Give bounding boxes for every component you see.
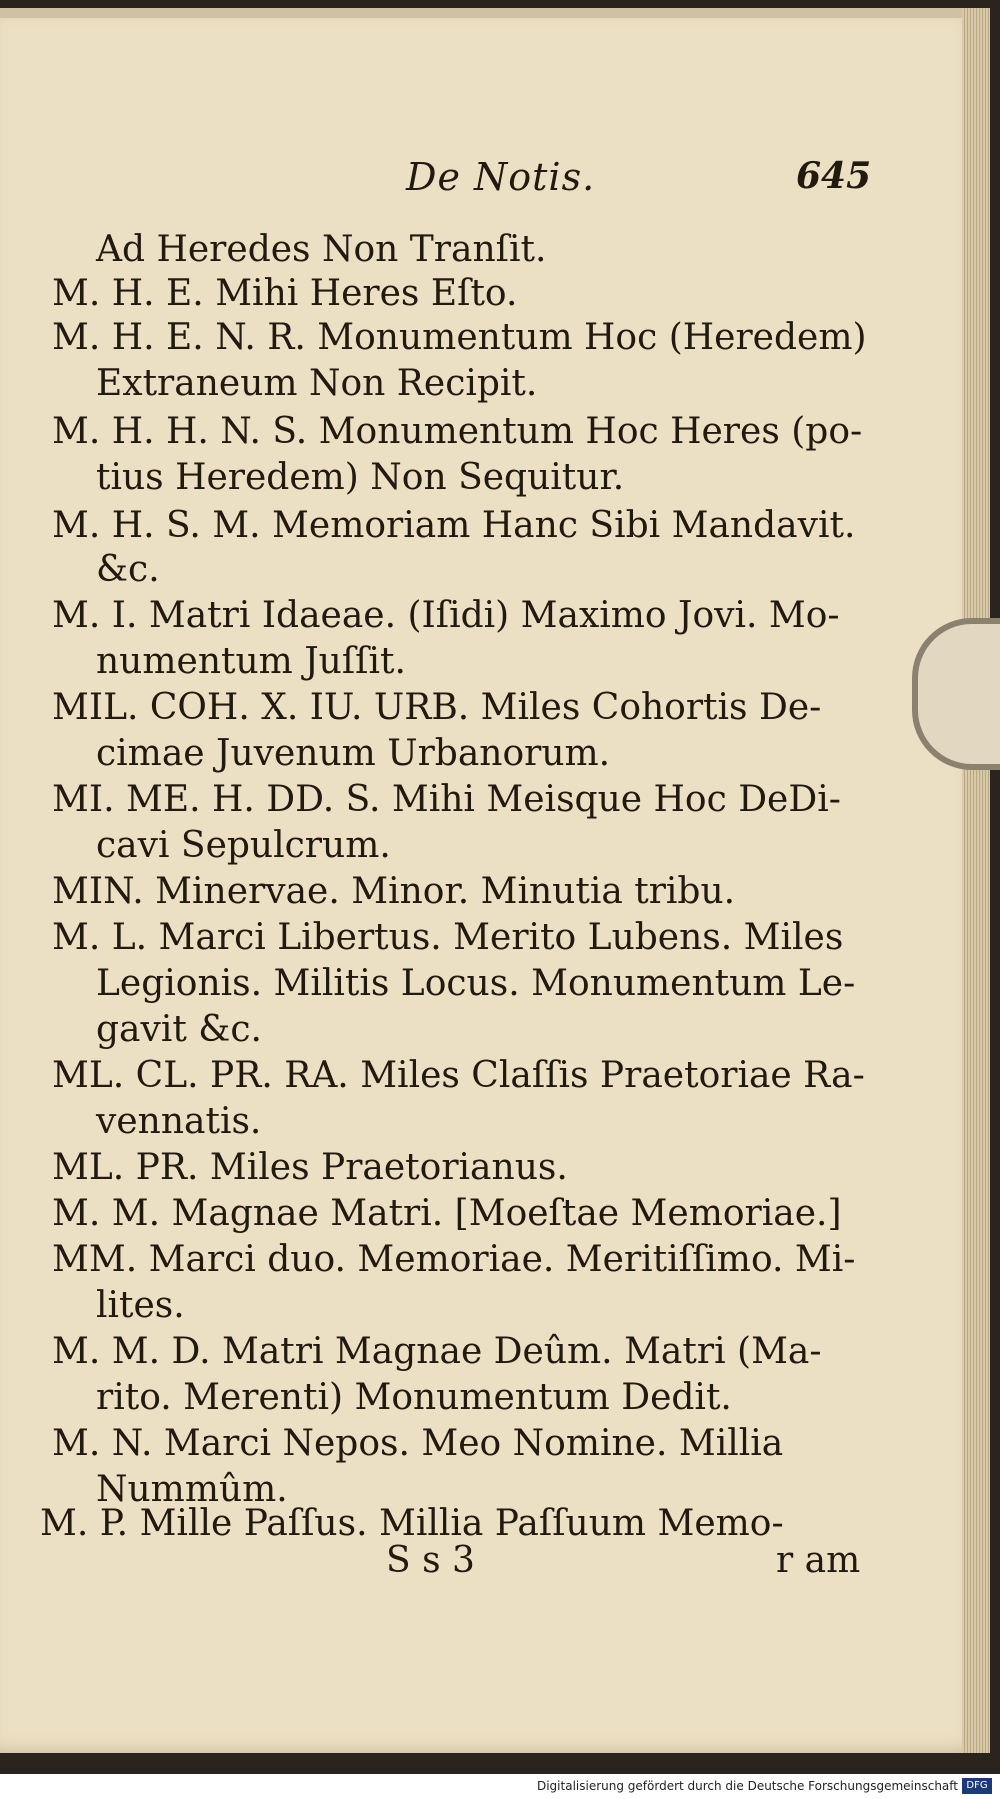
text-line: M. H. H. N. S. Monumentum Hoc Heres (po- (52, 411, 863, 452)
text-line: cimae Juvenum Urbanorum. (96, 733, 611, 774)
text-line: Legionis. Militis Locus. Monumentum Le- (96, 963, 856, 1004)
text-line: M. H. E. N. R. Monumentum Hoc (Heredem) (52, 317, 867, 358)
text-line: MI. ME. H. DD. S. Mihi Meisque Hoc DeDi- (52, 779, 841, 820)
text-line: &c. (96, 549, 160, 590)
text-line: tius Heredem) Non Sequitur. (96, 457, 625, 498)
text-block (36, 0, 872, 1640)
signature-mark: S s 3 (386, 1540, 475, 1581)
text-line: Ad Heredes Non Tranſit. (96, 229, 547, 270)
text-line: M. M. D. Matri Magnae Deûm. Matri (Ma- (52, 1331, 822, 1372)
text-line: MM. Marci duo. Memoriae. Meritiſſimo. Mi- (52, 1239, 856, 1280)
text-line: M. P. Mille Paſſus. Millia Paſſuum Memo- (40, 1503, 784, 1544)
text-line: M. H. E. Mihi Heres Eſto. (52, 273, 518, 314)
text-line: M. L. Marci Libertus. Merito Lubens. Miles (52, 917, 844, 958)
text-line: M. H. S. M. Memoriam Hanc Sibi Mandavit. (52, 505, 856, 546)
text-line: gavit &c. (96, 1009, 262, 1050)
text-line: ML. CL. PR. RA. Miles Claſſis Praetoriae Ra- (52, 1055, 865, 1096)
text-line: cavi Sepulcrum. (96, 825, 391, 866)
text-line: Extraneum Non Recipit. (96, 363, 538, 404)
text-line: MIN. Minervae. Minor. Minutia tribu. (52, 871, 736, 912)
page-number: 645 (796, 155, 872, 197)
text-line: rito. Merenti) Monumentum Dedit. (96, 1377, 732, 1418)
text-line: MIL. COH. X. IU. URB. Miles Cohortis De- (52, 687, 822, 728)
credit-bar (0, 1774, 1000, 1799)
running-head: De Notis. (406, 155, 596, 199)
text-line: lites. (96, 1285, 185, 1326)
text-line: M. I. Matri Idaeae. (Iſidi) Maximo Jovi. Mo- (52, 595, 840, 636)
catchword: r am (776, 1540, 861, 1581)
text-line: numentum Juſſit. (96, 641, 406, 682)
book-clasp (912, 618, 1000, 770)
text-line: Nummûm. (96, 1469, 288, 1510)
digitization-credit: Digitalisierung gefördert durch die Deutsche Forschungsgemeinschaft (536, 1779, 958, 1793)
dfg-logo: DFG (962, 1778, 992, 1794)
text-line: ML. PR. Miles Praetorianus. (52, 1147, 568, 1188)
text-line: M. M. Magnae Matri. [Moeſtae Memoriae.] (52, 1193, 842, 1234)
text-line: M. N. Marci Nepos. Meo Nomine. Millia (52, 1423, 784, 1464)
book-fore-edge (962, 8, 990, 1753)
text-line: vennatis. (96, 1101, 262, 1142)
